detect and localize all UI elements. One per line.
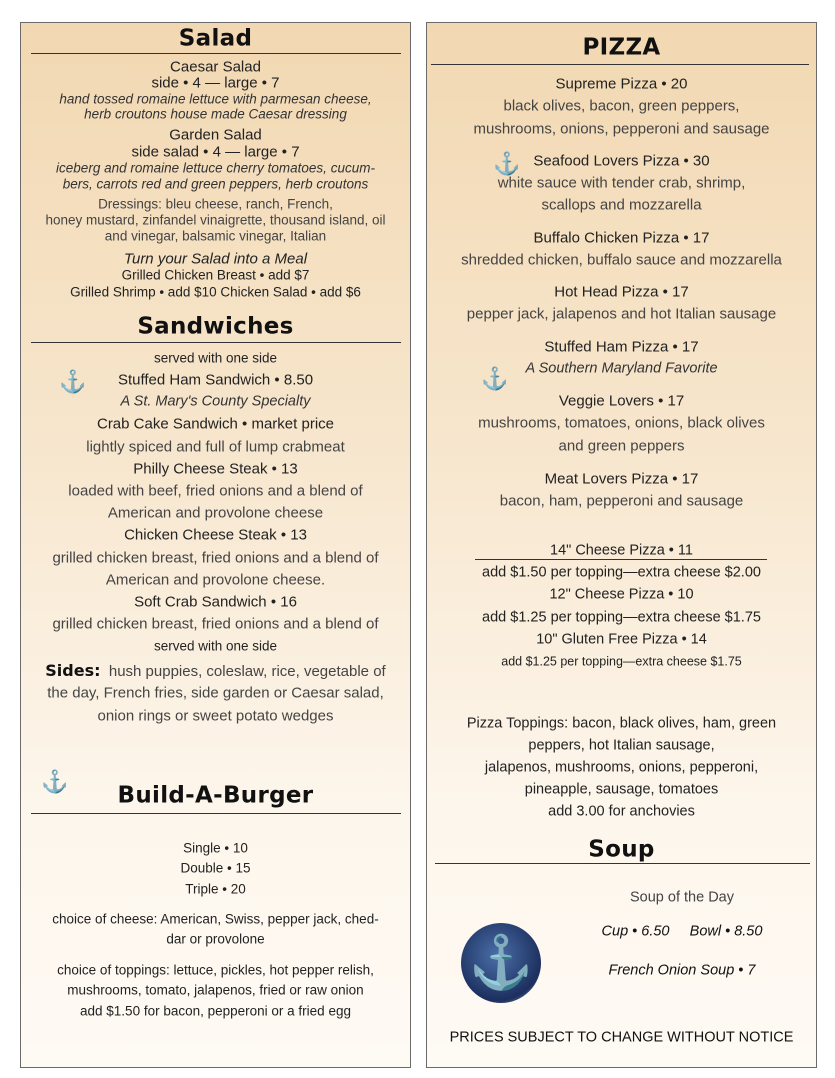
menu-item-name: Hot Head Pizza • 17 <box>554 283 689 301</box>
divider <box>31 342 401 343</box>
description: bers, carrots red and green peppers, herb croutons <box>62 176 369 192</box>
sides-text: the day, French fries, side garden or Caesar salad, <box>47 684 384 702</box>
cup-price: Cup • 6.50 <box>601 923 670 940</box>
soup-prices <box>527 924 835 941</box>
description: bacon, ham, pepperoni and sausage <box>499 492 744 510</box>
meal-addon: Grilled Chicken Breast • add $7 <box>121 267 310 283</box>
soup-of-the-day: Soup of the Day <box>630 889 734 906</box>
menu-item-name: Seafood Lovers Pizza • 30 <box>533 152 710 170</box>
menu-item-name: Philly Cheese Steak • 13 <box>133 460 298 478</box>
pizza-toppings: peppers, hot Italian sausage, <box>528 737 715 754</box>
menu-item-name: Soft Crab Sandwich • 16 <box>134 593 297 611</box>
menu-item-name: Meat Lovers Pizza • 17 <box>544 470 699 488</box>
topping-options: add $1.50 for bacon, pepperoni or a fried egg <box>80 1003 351 1019</box>
menu-item-name: Crab Cake Sandwich • market price <box>96 415 334 433</box>
dressings: and vinegar, balsamic vinegar, Italian <box>104 228 327 244</box>
cheese-options: choice of cheese: American, Swiss, pepper jack, ched- <box>52 911 379 927</box>
description: iceberg and romaine lettuce cherry tomatoes, cucum- <box>56 160 375 176</box>
menu-item-name: Caesar Salad <box>170 58 261 76</box>
burger-size: Triple • 20 <box>185 881 246 897</box>
price-notice: PRICES SUBJECT TO CHANGE WITHOUT NOTICE <box>449 1029 794 1046</box>
description: American and provolone cheese. <box>105 571 326 589</box>
right-menu-panel <box>426 22 817 1068</box>
description: and green peppers <box>558 437 685 455</box>
meal-addon: Grilled Shrimp • add $10 Chicken Salad • add $6 <box>70 284 361 300</box>
description: white sauce with tender crab, shrimp, <box>497 174 746 192</box>
menu-item-name: 14" Cheese Pizza • 11 <box>550 542 693 559</box>
description: A Southern Maryland Favorite <box>525 360 718 377</box>
menu-item-name: Stuffed Ham Sandwich • 8.50 <box>117 371 314 389</box>
pizza-toppings: Pizza Toppings: bacon, black olives, ham, green <box>466 715 777 732</box>
cheese-options: dar or provolone <box>166 931 265 947</box>
dressings: Dressings: bleu cheese, ranch, French, <box>98 196 333 212</box>
sides-line <box>21 662 410 680</box>
description: grilled chicken breast, fried onions and a blend of <box>52 549 379 567</box>
description: A St. Mary's County Specialty <box>120 393 311 410</box>
sides-label: Sides: <box>45 661 101 680</box>
left-menu-panel <box>20 22 411 1068</box>
anchor-medallion-icon: ⚓ <box>461 923 541 1003</box>
menu-item-name: French Onion Soup • 7 <box>608 962 756 979</box>
description: mushrooms, tomatoes, onions, black olives <box>478 414 765 432</box>
divider <box>31 813 401 814</box>
description: mushrooms, onions, pepperoni and sausage <box>473 120 770 138</box>
anchor-icon: ⚓ <box>493 151 521 176</box>
description: scallops and mozzarella <box>541 196 702 214</box>
description: loaded with beef, fried onions and a blend of <box>68 482 363 500</box>
note: served with one side <box>153 638 278 654</box>
menu-item-name: Garden Salad <box>169 126 262 144</box>
topping-price: add $1.25 per topping—extra cheese $1.75 <box>482 609 761 626</box>
soup-heading: Soup <box>588 836 655 863</box>
description: black olives, bacon, green peppers, <box>503 97 740 115</box>
burger-size: Single • 10 <box>183 840 248 856</box>
dressings: honey mustard, zinfandel vinaigrette, thousand island, oil <box>45 212 386 228</box>
pizza-toppings: add 3.00 for anchovies <box>548 803 695 820</box>
description: lightly spiced and full of lump crabmeat <box>86 438 345 456</box>
menu-item-name: 10" Gluten Free Pizza • 14 <box>536 631 707 648</box>
topping-price: add $1.25 per topping—extra cheese $1.75 <box>501 654 742 669</box>
divider <box>431 64 809 65</box>
pizza-heading: PIZZA <box>582 34 661 61</box>
divider <box>31 53 401 54</box>
sides-text: onion rings or sweet potato wedges <box>97 707 334 725</box>
anchor-icon: ⚓ <box>59 369 87 394</box>
menu-item-name: Stuffed Ham Pizza • 17 <box>544 338 699 356</box>
description: pepper jack, jalapenos and hot Italian sausage <box>466 305 777 323</box>
pizza-toppings: pineapple, sausage, tomatoes <box>524 781 719 798</box>
sandwiches-heading: Sandwiches <box>137 313 294 340</box>
burger-heading: Build-A-Burger <box>117 782 314 809</box>
menu-item-name: Veggie Lovers • 17 <box>558 392 685 410</box>
meal-upgrade-heading: Turn your Salad into a Meal <box>123 250 308 268</box>
divider <box>475 559 767 560</box>
description: grilled chicken breast, fried onions and a blend of <box>52 615 379 633</box>
topping-options: choice of toppings: lettuce, pickles, hot pepper relish, <box>57 962 374 978</box>
burger-size: Double • 15 <box>180 860 251 876</box>
menu-item-name: Chicken Cheese Steak • 13 <box>124 526 307 544</box>
topping-price: add $1.50 per topping—extra cheese $2.00 <box>482 564 761 581</box>
menu-item-name: 12" Cheese Pizza • 10 <box>549 586 694 603</box>
divider <box>435 863 810 864</box>
menu-item-name: Buffalo Chicken Pizza • 17 <box>533 229 710 247</box>
sides-text: hush puppies, coleslaw, rice, vegetable of <box>108 663 386 680</box>
description: American and provolone cheese <box>107 504 324 522</box>
description: hand tossed romaine lettuce with parmesan cheese, <box>59 91 372 107</box>
topping-options: mushrooms, tomato, jalapenos, fried or raw onion <box>67 982 364 998</box>
menu-item-name: Supreme Pizza • 20 <box>555 75 688 93</box>
anchor-icon: ⚓ <box>481 366 509 391</box>
anchor-icon: ⚓ <box>41 769 69 794</box>
pizza-toppings: jalapenos, mushrooms, onions, pepperoni, <box>484 759 759 776</box>
description: herb croutons house made Caesar dressing <box>84 106 347 122</box>
note: served with one side <box>153 350 278 366</box>
bowl-price: Bowl • 8.50 <box>689 923 763 940</box>
salad-heading: Salad <box>178 25 253 52</box>
description: shredded chicken, buffalo sauce and mozzarella <box>461 251 782 269</box>
price-line: side • 4 — large • 7 <box>151 74 280 92</box>
price-line: side salad • 4 — large • 7 <box>131 143 300 161</box>
